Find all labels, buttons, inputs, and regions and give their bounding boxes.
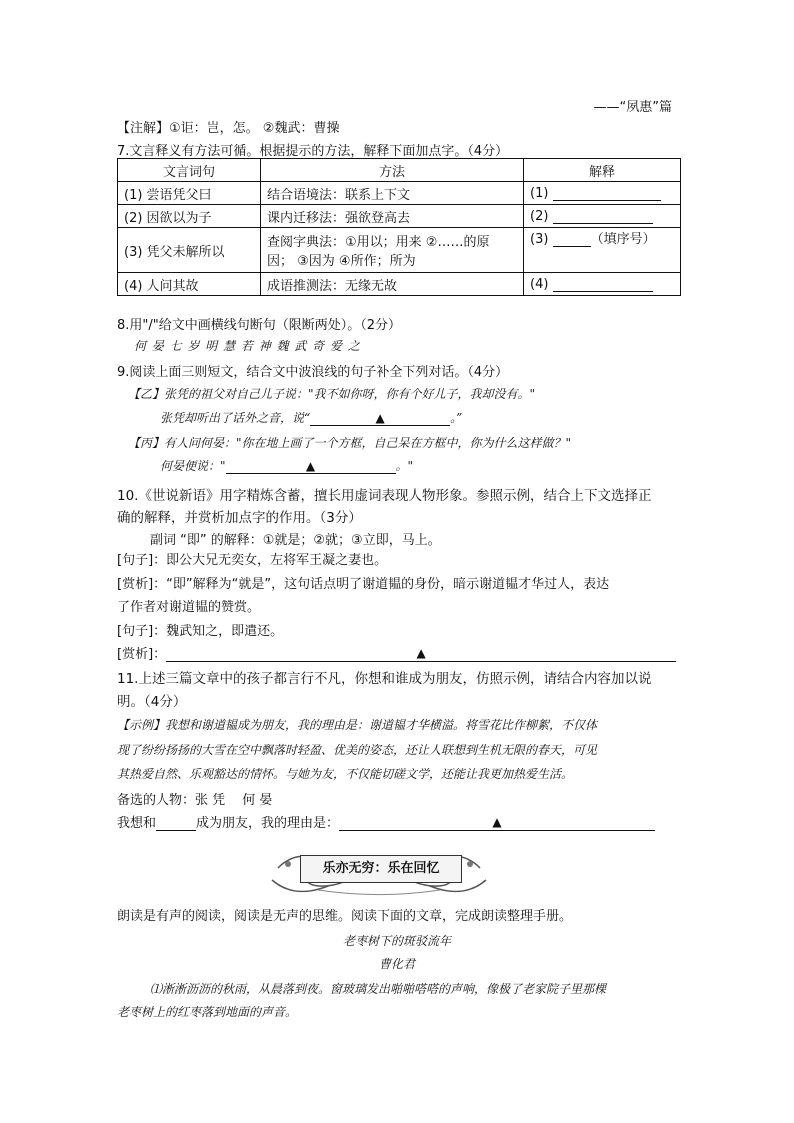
q9-yi-line1: 【乙】张凭的祖父对自己儿子说："我不如你呀，你有个好儿子，我却没有。" <box>128 387 536 401</box>
q7-method-1: 结合语境法：联系上下文 <box>261 182 524 205</box>
q7-table <box>117 158 681 296</box>
q10-appreciation2-blank[interactable] <box>166 646 676 662</box>
q11-fill-prefix: 我想和 <box>117 816 157 831</box>
q9-bing-line1: 【丙】有人问何晏："你在地上画了一个方框，自己呆在方框中，你为什么这样做？" <box>128 436 572 450</box>
q9-bing-blank[interactable] <box>226 459 396 474</box>
q7-answer-label-3: (3) <box>530 232 549 247</box>
q10-appreciation2-label: [赏析]： <box>117 647 167 662</box>
q7-answer-label-2: (2) <box>530 208 549 224</box>
q7-answer-cell-4 <box>524 273 681 296</box>
q7-method-2: 课内迁移法：强欲登高去 <box>261 205 524 228</box>
q11-friend-blank[interactable] <box>156 830 196 831</box>
article-title: 老枣树下的斑驳流年 <box>342 934 451 948</box>
q7-answer-cell-2 <box>524 205 681 228</box>
triangle-icon: ▲ <box>416 646 426 660</box>
q10-prompt-line1: 10.《世说新语》用字精炼含蓄，擅长用虚词表现人物形象。参照示例，结合上下文选择正 <box>117 488 652 504</box>
q10-appreciation2 <box>117 643 676 662</box>
q9-bing-suffix: 。" <box>395 459 414 473</box>
q7-method-3-line2: 因； ③因为 ④所作；所为 <box>267 254 416 269</box>
q11-fill-line <box>117 812 655 831</box>
q11-fill-middle: 成为朋友，我的理由是： <box>196 816 340 831</box>
q7-phrase-4: (4) 人问其故 <box>118 273 261 296</box>
triangle-icon: ▲ <box>375 411 385 425</box>
q9-yi-line2 <box>160 409 462 426</box>
q11-example-line3: 其热爱自然、乐观豁达的情怀。与她为友，不仅能切磋文学，还能让我更加热爱生活。 <box>117 767 574 781</box>
q9-yi-blank[interactable] <box>310 411 450 426</box>
q9-prompt: 9.阅读上面三则短文，结合文中波浪线的句子补全下列对话。（4分） <box>117 365 509 380</box>
article-author: 曹化君 <box>378 957 415 971</box>
note: 【注解】①讵：岂，怎。 ②魏武：曹操 <box>117 121 340 136</box>
article-p1-line1: ⑴淅淅沥沥的秋雨，从晨落到夜。窗玻璃发出啪啪嗒嗒的声响，像极了老家院子里那棵 <box>150 982 607 996</box>
q7-answer-suffix-3: （填序号） <box>590 232 656 247</box>
q7-phrase-1: (1) 尝语凭父曰 <box>118 182 261 205</box>
q10-definition: 副词 “即” 的解释：①就是；②就；③立即，马上。 <box>150 533 441 548</box>
q11-prompt-line2: 明。（4分） <box>117 694 187 710</box>
q7-answer-blank-4[interactable] <box>553 291 653 292</box>
triangle-icon: ▲ <box>305 459 316 473</box>
q10-prompt-line2: 确的解释，并赏析加点字的作用。（3分） <box>117 510 362 526</box>
q7-method-3-line1: 查阅字典法：①用以；用来 ②……的原 <box>267 235 490 250</box>
q10-appreciation1-line1: [赏析]：“即”解释为“就是”，这句话点明了谢道韫的身份，暗示谢道韫才华过人，表达 <box>117 577 610 592</box>
q9-yi-suffix: 。” <box>450 411 463 425</box>
q9-yi-prefix: 张凭却听出了话外之音，说“ <box>160 411 311 425</box>
q9-bing-prefix: 何晏便说：" <box>160 459 226 473</box>
reading-intro: 朗读是有声的阅读，阅读是无声的思维。阅读下面的文章，完成朗读整理手册。 <box>117 909 573 924</box>
q11-reason-blank[interactable] <box>339 815 655 831</box>
article-p1-line2: 老枣树上的红枣落到地面的声音。 <box>117 1005 298 1019</box>
q11-example-line2: 现了纷纷扬扬的大雪在空中飘落时轻盈、优美的姿态，还让人联想到生机无限的春天，可见 <box>117 743 598 757</box>
q7-method-3 <box>261 228 524 273</box>
q7-answer-label-4: (4) <box>530 276 549 292</box>
q11-prompt-line1: 11.上述三篇文章中的孩子都言行不凡，你想和谁成为朋友，仿照示例，请结合内容加以说 <box>117 671 652 687</box>
q7-phrase-2: (2) 因欲以为子 <box>118 205 261 228</box>
q7-answer-label-1: (1) <box>530 185 549 201</box>
q7-method-4: 成语推测法：无缘无故 <box>261 273 524 296</box>
q10-sentence-1: [句子]：即公大兄无奕女，左将军王凝之妻也。 <box>117 553 388 568</box>
q11-example-line1: 【示例】我想和谢道韫成为朋友，我的理由是：谢道韫才华横溢。将雪花比作柳絮，不仅体 <box>117 718 598 732</box>
q7-answer-blank-2[interactable] <box>553 223 653 224</box>
q7-header-method: 方法 <box>261 159 524 182</box>
q11-candidates: 备选的人物：张 凭 何 晏 <box>117 793 273 808</box>
q7-answer-cell-3 <box>524 228 681 273</box>
q7-answer-blank-3[interactable] <box>553 246 591 247</box>
q7-header-answer: 解释 <box>524 159 681 182</box>
q8-sentence: 何 晏 七 岁 明 慧 若 神 魏 武 奇 爱 之 <box>134 339 361 353</box>
banner-title: 乐亦无穷：乐在回忆 <box>300 855 462 883</box>
q7-answer-cell-1 <box>524 182 681 205</box>
q7-answer-blank-1[interactable] <box>553 200 661 201</box>
source-tag: ——“夙惠”篇 <box>593 100 672 115</box>
q7-phrase-3: (3) 凭父未解所以 <box>118 228 261 273</box>
triangle-icon: ▲ <box>492 815 502 829</box>
q8-prompt: 8.用"/"给文中画横线句断句（限断两处）。（2分） <box>117 318 402 333</box>
q7-prompt: 7.文言释义有方法可循。根据提示的方法，解释下面加点字。（4分） <box>117 144 509 159</box>
q10-sentence-2: [句子]：魏武知之，即遣还。 <box>117 624 284 639</box>
q9-bing-line2 <box>160 457 413 474</box>
q7-header-phrase: 文言词句 <box>118 159 261 182</box>
q10-appreciation1-line2: 了作者对谢道韫的赞赏。 <box>117 600 261 615</box>
